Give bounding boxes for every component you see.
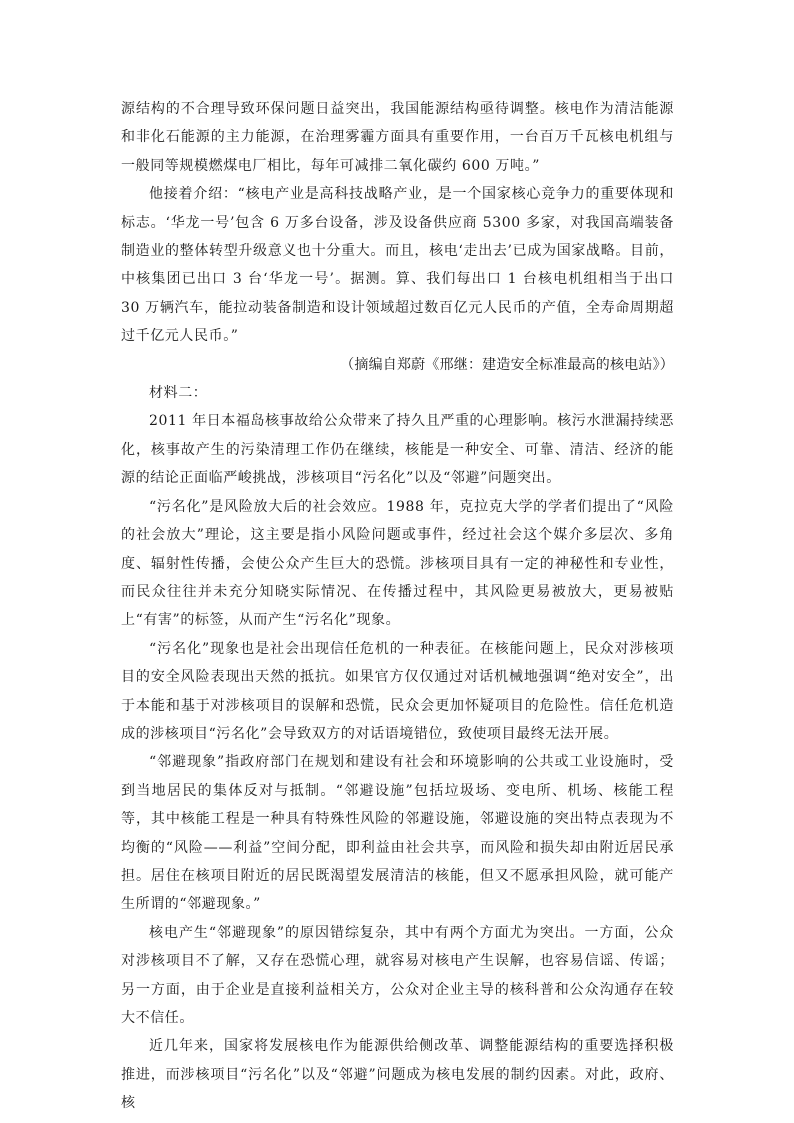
paragraph-continuation: 源结构的不合理导致环保问题日益突出，我国能源结构亟待调整。核电作为清洁能源和非化石能源的主力能源，在治理雾霾方面具有重要作用，一台百万千瓦核电机组与一般同等规模燃煤电厂相比，每年可减排二氧化碳约 600 万吨。” (121, 101, 674, 174)
section-heading-material-two: 材料二： (149, 385, 208, 402)
paragraph-stigmatization: “污名化”是风险放大后的社会效应。1988 年，克拉克大学的学者们提出了“风险的社会放大”理论，这主要是指小风险问题或事件，经过社会这个媒介多层次、多角度、辐射性传播，会使公众产生巨大的恐慌。涉核项目具有一定的神秘性和专业性，而民众往往并未充分知晓实际情况、在传播过程中，其风险更易被放大，更易被贴上“有害”的标签，从而产生“污名化”现象。 (121, 498, 674, 629)
paragraph-introduction: 他接着介绍：“核电产业是高科技战略产业，是一个国家核心竞争力的重要体现和标志。‘华龙一号’包含 6 万多台设备，涉及设备供应商 5300 多家，对我国高端装备制造业的整体转型升级意义也十分重大。而且，核电‘走出去’已成为国家战略。目前，中核集团已出口 3 台‘华龙一号’。据测。算、我们每出口 1 台核电机组相当于出口 30 万辆汽车，能拉动装备制造和设计领域超过数百亿元人民币的产值，全寿命周期超过千亿元人民币。” (121, 186, 674, 345)
paragraph-nimby-definition: “邻避现象”指政府部门在规划和建设有社会和环境影响的公共或工业设施时，受到当地居民的集体反对与抵制。“邻避设施”包括垃圾场、变电所、机场、核能工程等，其中核能工程是一种具有特殊性风险的邻避设施，邻避设施的突出特点表现为不均衡的“风险——利益”空间分配，即利益由社会共享，而风险和损失却由附近居民承担。居住在核项目附近的居民既渴望发展清洁的核能，但又不愿承担风险，就可能产生所谓的“邻避现象。” (121, 754, 674, 913)
paragraph-fukushima: 2011 年日本福岛核事故给公众带来了持久且严重的心理影响。核污水泄漏持续恶化，核事故产生的污染清理工作仍在继续，核能是一种安全、可靠、清洁、经济的能源的结论正面临严峻挑战，涉核项目“污名化”以及“邻避”问题突出。 (121, 413, 674, 487)
paragraph-trust-crisis: “污名化”现象也是社会出现信任危机的一种表征。在核能问题上，民众对涉核项目的安全风险表现出天然的抵抗。如果官方仅仅通过对话机械地强调“绝对安全”，出于本能和基于对涉核项目的误解和恐慌，民众会更加怀疑项目的危险性。信任危机造成的涉核项目“污名化”会导致双方的对话语境错位，致使项目最终无法开展。 (121, 640, 674, 742)
paragraph-recent-years: 近几年来，国家将发展核电作为能源供给侧改革、调整能源结构的重要选择积极推进，而涉核项目“污名化”以及“邻避”问题成为核电发展的制约因素。对此，政府、核 (121, 1038, 674, 1112)
paragraph-nimby-causes: 核电产生“邻避现象”的原因错综复杂，其中有两个方面尤为突出。一方面，公众对涉核项目不了解，又存在恐慌心理，就容易对核电产生误解，也容易信谣、传谣；另一方面，由于企业是直接利益相关方，公众对企业主导的核科普和公众沟通存在较大不信任。 (121, 924, 674, 1026)
document-body (121, 95, 674, 1118)
source-citation: （摘编自郑蔚《邢继：建造安全标准最高的核电站》） (340, 356, 674, 373)
